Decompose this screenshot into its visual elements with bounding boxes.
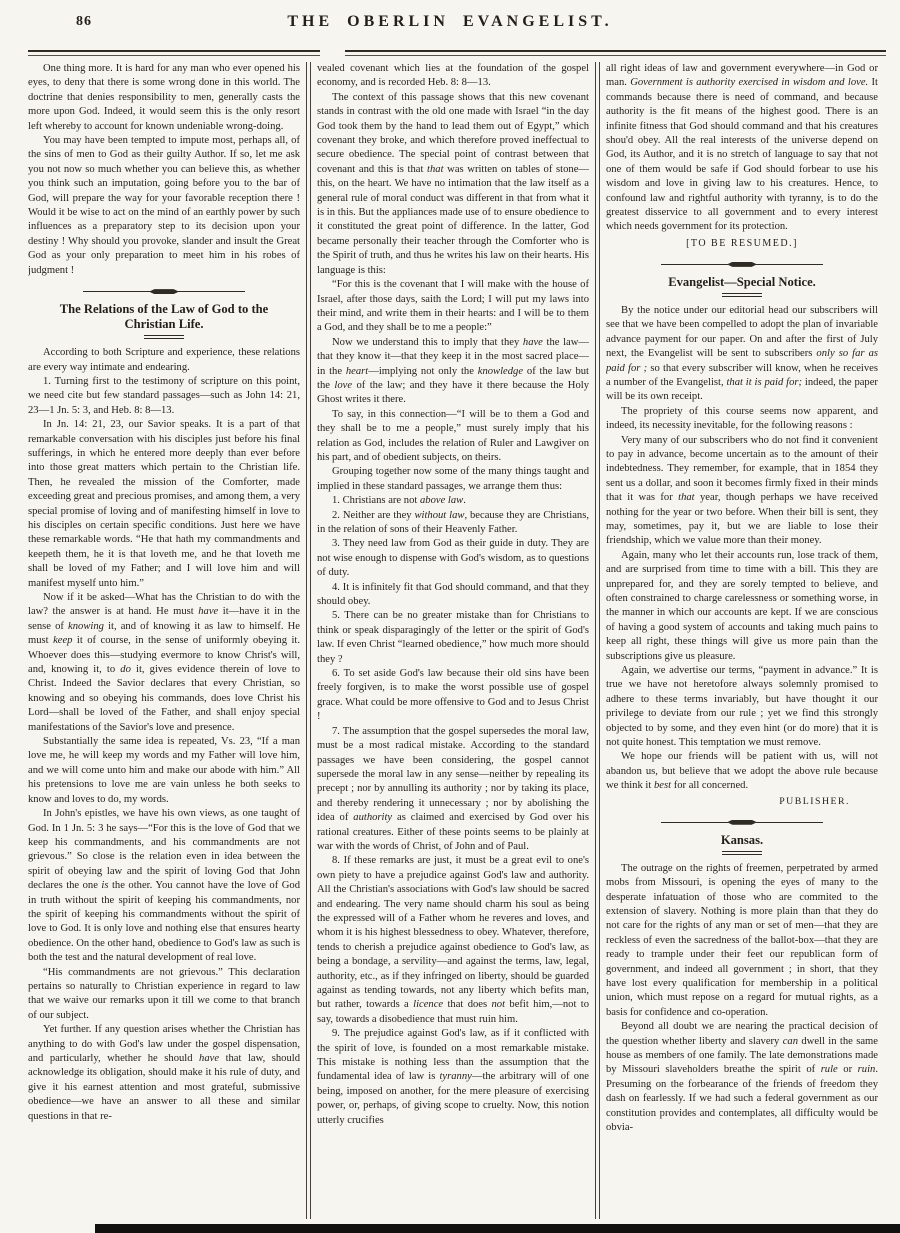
paragraph: The propriety of this course seems now apparent, and indeed, its necessity inevitable, for the following reasons : xyxy=(606,405,878,432)
divider-line xyxy=(756,822,823,823)
diamond-ornament xyxy=(149,289,179,294)
paragraph: The outrage on the rights of freemen, perpetrated by armed mobs from Missouri, is opening the eyes of many to the desperate infatuation of those who are commited to the extension of slavery. Nothing is more plain than that they do not care for the rights of any man or set of men—that they are reckless of even the sacredness of the ballot-box—that they are ready to trample under their feet our republican form of government, and indeed all government ; in short, that they have lost every qualification for membership in a political union, which must repose on a regard for mutual rights, as a basis for confidence and co-operation. xyxy=(606,862,878,1018)
paragraph: The context of this passage shows that this new covenant stands in contrast with the old one made with Israel “in the day God took them by the hand to lead them out of Egypt,” which covenant they broke, and which therefore proved ineffectual to secure obedience. The special point of contrast between that covenant and this is that that was written on tables of stone—this, on the heart. We have no intimation that the law itself as a general rule of moral conduct was different in that from what it is in this. But the appliances made use of to ensure obedience to it constituted the great point of difference. In the latter, God became personally their teacher through the Comforter who is the Spirit of truth, and thus he writes his law on their hearts. His language is this: xyxy=(317,91,589,276)
divider-line xyxy=(178,291,245,292)
paragraph: Beyond all doubt we are nearing the practical decision of the question whether liberty and slavery can dwell in the same house as members of one family. The late demonstrations made by Missouri slaveholders breathe the spirit of rule or ruin. Presuming on the forbearance of the friends of freedom they dash on fearlessly. If we had such a federal government as our constitution provides and contemplates, all difficulty would be obvia- xyxy=(606,1021,878,1133)
paragraph: By the notice under our editorial head our subscribers will see that we have been compelled to adopt the plan of invariable advance payment for our paper. On and after the first of July next, the Evangelist will be sent to subscribers only so far as paid for ; so that every subscriber will know, when he receives a number of the Evangelist, that it is paid for; indeed, the paper will be its own receipt. xyxy=(606,304,878,403)
column-rule-2 xyxy=(595,62,600,1219)
divider-line xyxy=(756,264,823,265)
page-number: 86 xyxy=(76,14,92,29)
paragraph: 7. The assumption that the gospel supersedes the moral law, must be a most radical mistake. According to the standard passages we have been considering, the gospel cannot supersede the moral law in any sense—neither by repealing its precept ; nor by annulling its authority ; nor by taking its place, and thereby rendering it unnecessary ; nor by abolishing the idea of authority as claimed and exercised by God over his rational creatures. Either of these points seems to be plainly at war with the words of Christ, of John and of Paul. xyxy=(317,725,589,852)
paragraph: Now if it be asked—What has the Christian to do with the law? the answer is at hand. He must have it—have it in the sense of knowing it, and of knowing it as law to himself. He must keep it of course, in the sense of uniformly obeying it. Whoever does this—studying evermore to know Christ's will, and, knowing it, to do it, gives evidence therein of love to Christ. Indeed the Savior declares that every Christian, so knowing and so obeying his commands, does love Christ his Lord—shall be loved of the Father, and shall enjoy special manifestations of the Savior's love and presence. xyxy=(28,592,300,733)
header-rule-left xyxy=(28,50,320,56)
heading-rule xyxy=(722,851,762,855)
divider-line xyxy=(661,264,728,265)
heading-rule xyxy=(144,335,184,339)
heading-rule xyxy=(722,293,762,297)
paragraph: 9. The prejudice against God's law, as if it conflicted with the spirit of love, is founded on a most remarkable mistake. This mistake is nothing less than the assumption that the fundamental idea of law is tyranny—the arbitrary will of one being, imposed on another, for the mere pleasure of exercising power, or, perhaps, of giving scope to cruelty. Now, this notion utterly crucifies xyxy=(317,1028,589,1126)
paragraph: We hope our friends will be patient with us, will not abandon us, but believe that we adopt the above rule because we think it best for all concerned. xyxy=(606,751,878,792)
paragraph: According to both Scripture and experience, these relations are every way intimate and endearing. xyxy=(28,347,300,373)
divider-line xyxy=(83,291,150,292)
paragraph: In Jn. 14: 21, 23, our Savior speaks. It is a part of that remarkable conversation with his disciples just before his final sufferings, in which he entered more deeply than ever before into those great matters which pertain to the Christian life. Then, he revealed the mission of the Comforter, made exceeding great and precious promises, and among them, a very special promise of loving and of manifesting himself in love to his disciples on certain specific conditions. Just here we have these remarkable words. “He that hath my commandments and keepeth them, he it is that loveth me, and he that loveth me shall be loved of my Father; and I will love him and will manifest myself unto him.” xyxy=(28,419,300,589)
paragraph: Now we understand this to imply that they have the law—that they know it—that they keep it in the most sacred place—in the heart—implying not only the knowledge of the law but the love of the law; and they have it there because the Holy Ghost writes it there. xyxy=(317,336,589,406)
paragraph: 2. Neither are they without law, because they are Christians, in the relation of sons of their Heavenly Father. xyxy=(317,509,589,535)
paragraph: “His commandments are not grievous.” This declaration pertains so naturally to Christian experience in regard to law that we waive our remarks upon it till we come to that branch of our subject. xyxy=(28,966,300,1021)
to-be-resumed-note: [TO BE RESUMED.] xyxy=(686,237,798,249)
paragraph: Yet further. If any question arises whether the Christian has anything to do with God's law under the gospel dispensation, and particularly, whether he should have that law, should acknowledge its obligation, should make it his rule of duty, and give it his earnest attention and most grateful, submissive obedience—we have an answer to all these and similar questions in that re- xyxy=(28,1024,300,1122)
paragraph: 8. If these remarks are just, it must be a great evil to one's own piety to have a prejudice against God's law and authority. All the Christian's associations with God's law should be sacred and endearing. The very name should charm his soul as being the expressed will of a Father whom he reveres and loves, and whom it is his highest blessedness to obey. Whatever, therefore, tends to cherish a prejudice against obedience to God's law, as being a bondage, a servility—and against the terms, law, legal, authority, etc., as if they infringed on liberty, should be guarded against as tending towards, not any liberty which befits man, but rather, towards a licence that does not befit him,—not to say, towards a disobedience that must ruin him. xyxy=(317,855,589,1025)
paragraph: One thing more. It is hard for any man who ever opened his eyes, to deny that there is some wrong done in this world. The doctrine that denies responsibility to men, generally casts the more upon God. Indeed, it would seem this is the only resort left whereby to account for known undeniable wrong-doing. xyxy=(28,63,300,132)
paragraph: Substantially the same idea is repeated, Vs. 23, “If a man love me, he will keep my words and my Father will love him, and we will come unto him and make our abode with him.” All his pretensions to love me are vain unless he both seeks to know and loves to do, my words. xyxy=(28,736,300,805)
paragraph: To say, in this connection—“I will be to them a God and they shall be to me a people,” must surely imply that his relation as God, includes the relation of Ruler and Lawgiver on his part, and of obedient subjects, on theirs. xyxy=(317,408,589,463)
diamond-ornament xyxy=(727,820,757,825)
paragraph: 4. It is infinitely fit that God should command, and that they should obey. xyxy=(317,581,589,608)
paragraph: 1. Christians are not above law. xyxy=(332,495,466,507)
paragraph: 5. There can be no greater mistake than for Christians to think or speak disparagingly of the letter or the spirit of God's law. If even Christ “learned obedience,” how much more should they ? xyxy=(317,610,589,665)
section-divider xyxy=(83,288,245,295)
column-1 xyxy=(28,62,300,1219)
paragraph: In John's epistles, we have his own views, as one taught of God. In 1 Jn. 5: 3 he says—“For this is the love of God that we keep his commandments, and his commandments are not grievous.” So close is the relation even in idea between the spirit of obeying law and the spirit of loving God that John declares the one is the other. You cannot have the love of God in truth without the spirit of keeping his commandments, nor the spirit of keeping his commandments without the spirit of love to God. It is only love and nothing else that ensures hearty obedience. On the other hand, obedience to God's law as such is both the test and the natural development of real love. xyxy=(28,808,300,964)
diamond-ornament xyxy=(727,262,757,267)
paragraph: 1. Turning first to the testimony of scripture on this point, we need cite but few standard passages—such as John 14: 21, 23—1 Jn. 5: 3, and Heb. 8: 8—13. xyxy=(28,375,300,416)
signature-line: PUBLISHER. xyxy=(779,795,850,807)
column-3 xyxy=(606,62,878,1219)
paragraph: all right ideas of law and government everywhere—in God or man. Government is authority exercised in wisdom and love. It commands because there is need of command, and because authority is the fit means of the highest good. There is an infinite fitness that God should command and that his creatures shou'd obey. All the real interests of the universe depend on God, its Author, and it is no stretch of language to say that not one of them would be safe if God should forbear to use his wisdom and love in giving law to his creatures. Hence, to confound law and rightful authority with tyranny, is to do the greatest disservice to all government and to every interest which needs government for its protection. xyxy=(606,63,878,233)
paragraph: vealed covenant which lies at the foundation of the gospel economy, and is recorded Heb. 8: 8—13. xyxy=(317,63,589,89)
paragraph: 6. To set aside God's law because their old sins have been freely forgiven, is to make the worst possible use of gospel grace. What could be more offensive to God and to Jesus Christ ! xyxy=(317,668,589,723)
page-header xyxy=(0,0,900,48)
paragraph: You may have been tempted to impute most, perhaps all, of the sins of men to God as their guilty Author. If so, let me ask you not now so much whether you can believe this, as whether you think such an imputation, going before you to the bar of God, will prepare the way for your favorable reception there ! Would it be wise to act on the mind of an earthly power by such influences as a preparatory step to its decision upon your destiny ! Why should you provoke, slander and insult the Great God as your only preparation to meet him in his robes of judgment ! xyxy=(28,135,300,276)
article-heading: Evangelist—Special Notice. xyxy=(668,274,816,289)
section-divider xyxy=(661,261,823,268)
columns-container xyxy=(28,62,890,1219)
column-rule-1 xyxy=(306,62,311,1219)
section-divider xyxy=(661,819,823,826)
paragraph: “For this is the covenant that I will make with the house of Israel, after those days, saith the Lord; I will put my laws into their mind, and write them in their hearts: and I will be to them a God, and they shall be to me a people:” xyxy=(317,279,589,334)
article-heading: Kansas. xyxy=(720,832,764,847)
paragraph: Very many of our subscribers who do not find it convenient to pay in advance, become uncertain as to the amount of their indebtedness. They remember, for example, that in 1854 they sent us a dollar, and soon it becomes firmly fixed in their minds that it was for that year, though perhaps we have received nothing for the year or two before. When their bill is sent, they may, sometimes, pay it, but we are liable to lose their friendship, which we value more than their money. xyxy=(606,434,878,547)
divider-line xyxy=(661,822,728,823)
paragraph: 3. They need law from God as their guide in duty. They are not wise enough to dispense with God's wisdom, as to questions of duty. xyxy=(317,538,589,579)
scan-edge-bar xyxy=(95,1224,900,1233)
masthead-title: THE OBERLIN EVANGELIST. xyxy=(287,13,613,30)
header-rule-right xyxy=(345,50,886,56)
article-heading: The Relations of the Law of God to the Christian Life. xyxy=(59,302,269,332)
paragraph: Again, many who let their accounts run, lose track of them, and are surprised from time to time with a bill. This they are unprepared for, and they are sorely tempted to believe, and often constrained to charge carelessness or something worse, in the manner in which our accounts are kept. If we are conscious of having a good system of accounts and taking much pains to keep all right, these things will give us more pain than the subscriptions give us pleasure. xyxy=(606,549,878,662)
paragraph: Again, we advertise our terms, “payment in advance.” It is true we have not heretofore always solemnly promised to adhere to these terms invariably, but have thought it our privilege to deviate from our rule ; yet we find this strongly objected to by some, and they even hint (or do more) that it is not quite honest. This temptation we must remove. xyxy=(606,665,878,749)
column-2 xyxy=(317,62,589,1219)
paragraph: Grouping together now some of the many things taught and implied in these standard passages, we arrange them thus: xyxy=(317,466,589,492)
